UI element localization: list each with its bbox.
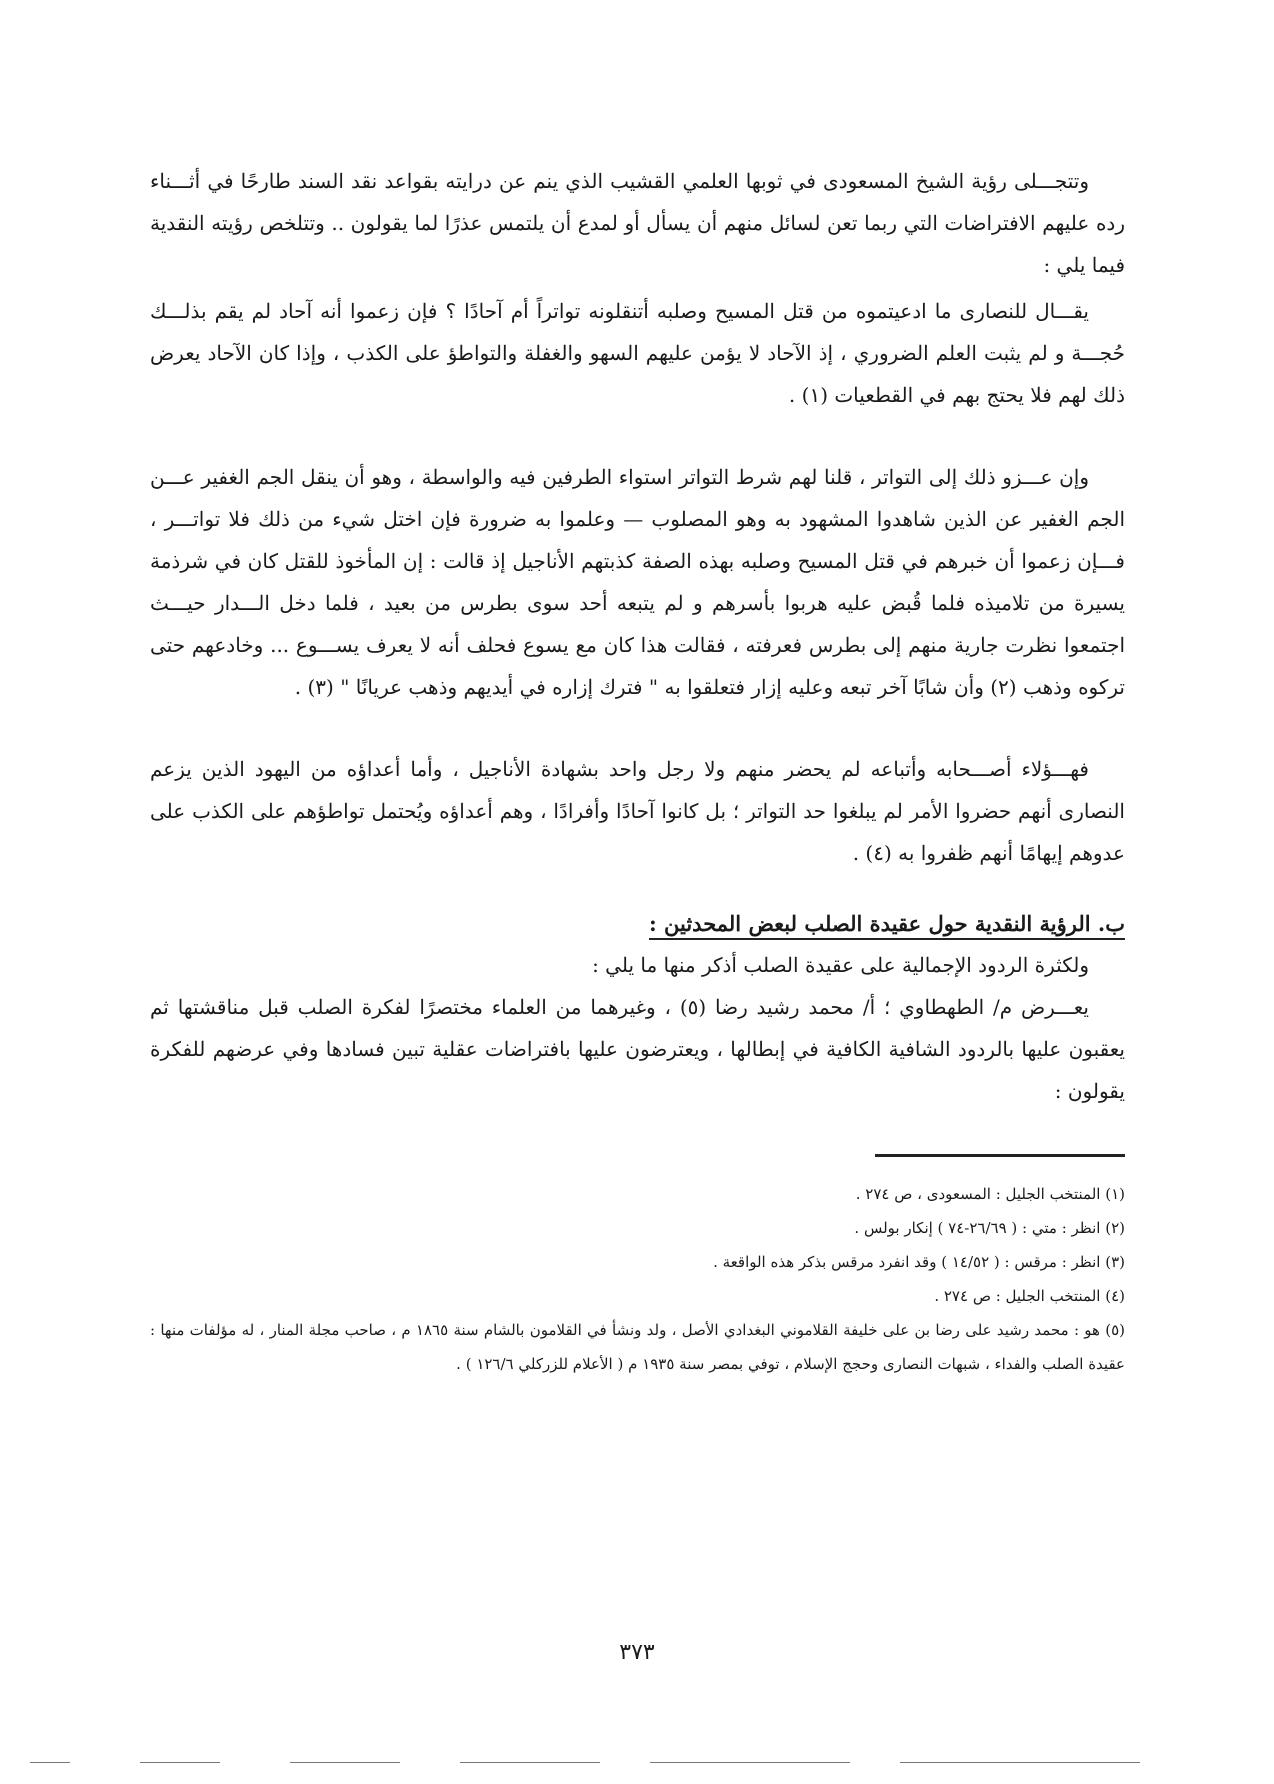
footnote-2: (٢) انظر : متي : ( ٢٦/٦٩-٧٤ ) إنكار بولس . [854, 1219, 1125, 1237]
footnote-4: (٤) المنتخب الجليل : ص ٢٧٤ . [934, 1287, 1125, 1305]
footnote-1: (١) المنتخب الجليل : المسعودى ، ص ٢٧٤ . [855, 1185, 1125, 1203]
paragraph-responses-intro: ولكثرة الردود الإجمالية على عقيدة الصلب أذكر منها ما يلي : [592, 953, 1089, 977]
footnote-5: (٥) هو : محمد رشيد على رضا بن على خليفة القلاموني البغدادي الأصل ، ولد ونشأ في القلامون بالشام سنة ١٨٦٥ م ، صاحب مجلة المنار ، له مؤلفات منها : عقيدة الصلب والفداء ، شبهات النصارى وحجج الإسلام ، توفي بمصر سنة ١٩٣٥ م ( الأعلام للزركلي ١٢٦/٦ ) . [150, 1321, 1125, 1373]
paragraph-intro: وتتجـــلى رؤية الشيخ المسعودى في ثوبها العلمي القشيب الذي ينم عن درايته بقواعد نقد السند طارحًا في أثـــناء رده عليهم الافتراضات التي ربما تعن لسائل منهم أن يسأل أو لمدع أن يلتمس عذرًا لما يقولون .. وتتلخص رؤيته النقدية فيما يلي : [150, 169, 1125, 277]
scan-edge-marks [30, 1762, 1250, 1766]
paragraph-tahtawi: يعـــرض م/ الطهطاوي ؛ أ/ محمد رشيد رضا (٥) ، وغيرهما من العلماء مختصرًا لفكرة الصلب قبل مناقشتها ثم يعقبون عليها بالردود الشافية الكافية في إبطالها ، ويعترضون عليها بافتراضات عقلية تبين فسادها وفي عرضهم للفكرة يقولون : [150, 995, 1125, 1103]
paragraph-witnesses: فهـــؤلاء أصـــحابه وأتباعه لم يحضر منهم ولا رجل واحد بشهادة الأناجيل ، وأما أعداؤه من اليهود الذين يزعم النصارى أنهم حضروا الأمر لم يبلغوا حد التواتر ؛ بل كانوا آحادًا وأفرادًا ، وهم أعداؤه ويُحتمل تواطؤهم على الكذب على عدوهم إيهامًا أنهم ظفروا به (٤) . [150, 757, 1125, 865]
footnote-3: (٣) انظر : مرقس : ( ١٤/٥٢ ) وقد انفرد مرقس بذكر هذه الواقعة . [713, 1253, 1125, 1271]
paragraph-ahad-argument: يقـــال للنصارى ما ادعيتموه من قتل المسيح وصلبه أتنقلونه تواتراً أم آحادًا ؟ فإن زعموا أنه آحاد لم يقم بذلـــك حُجـــة و لم يثبت العلم الضروري ، إذ الآحاد لا يؤمن عليهم السهو والغفلة والتواطؤ على الكذب ، وإذا كان الآحاد يعرض ذلك لهم فلا يحتج بهم في القطعيات (١) . [150, 299, 1125, 407]
section-heading: ب. الرؤية النقدية حول عقيدة الصلب لبعض المحدثين : [150, 904, 1125, 944]
footnote-divider [875, 1154, 1125, 1157]
page-content [150, 150, 1125, 1381]
footnotes [150, 1177, 1125, 1381]
page-number: ٣٧٣ [619, 1640, 655, 1665]
paragraph-tawatur-argument: وإن عـــزو ذلك إلى التواتر ، قلنا لهم شرط التواتر استواء الطرفين فيه والواسطة ، وهو أن ينقل الجم الغفير عـــن الجم الغفير عن الذين شاهدوا المشهود به وهو المصلوب — وعلموا به ضرورة فإن اختل شيء من ذلك فلا تواتـــر ، فـــإن زعموا أن خبرهم في قتل المسيح وصلبه بهذه الصفة كذبتهم الأناجيل إذ قالت : إن المأخوذ للقتل كان في شرذمة يسيرة من تلاميذه فلما قُبض عليه هربوا بأسرهم و لم يتبعه أحد سوى بطرس من بعيد ، فلما دخل الـــدار حيـــث اجتمعوا نظرت جارية منهم إلى بطرس فعرفته ، فقالت هذا كان مع يسوع فحلف أنه لا يعرف يســـوع ... وخادعهم حتى تركوه وذهب (٢) وأن شابًا آخر تبعه وعليه إزار فتعلقوا به " فترك إزاره في أيديهم وذهب عريانًا " (٣) . [150, 465, 1125, 699]
